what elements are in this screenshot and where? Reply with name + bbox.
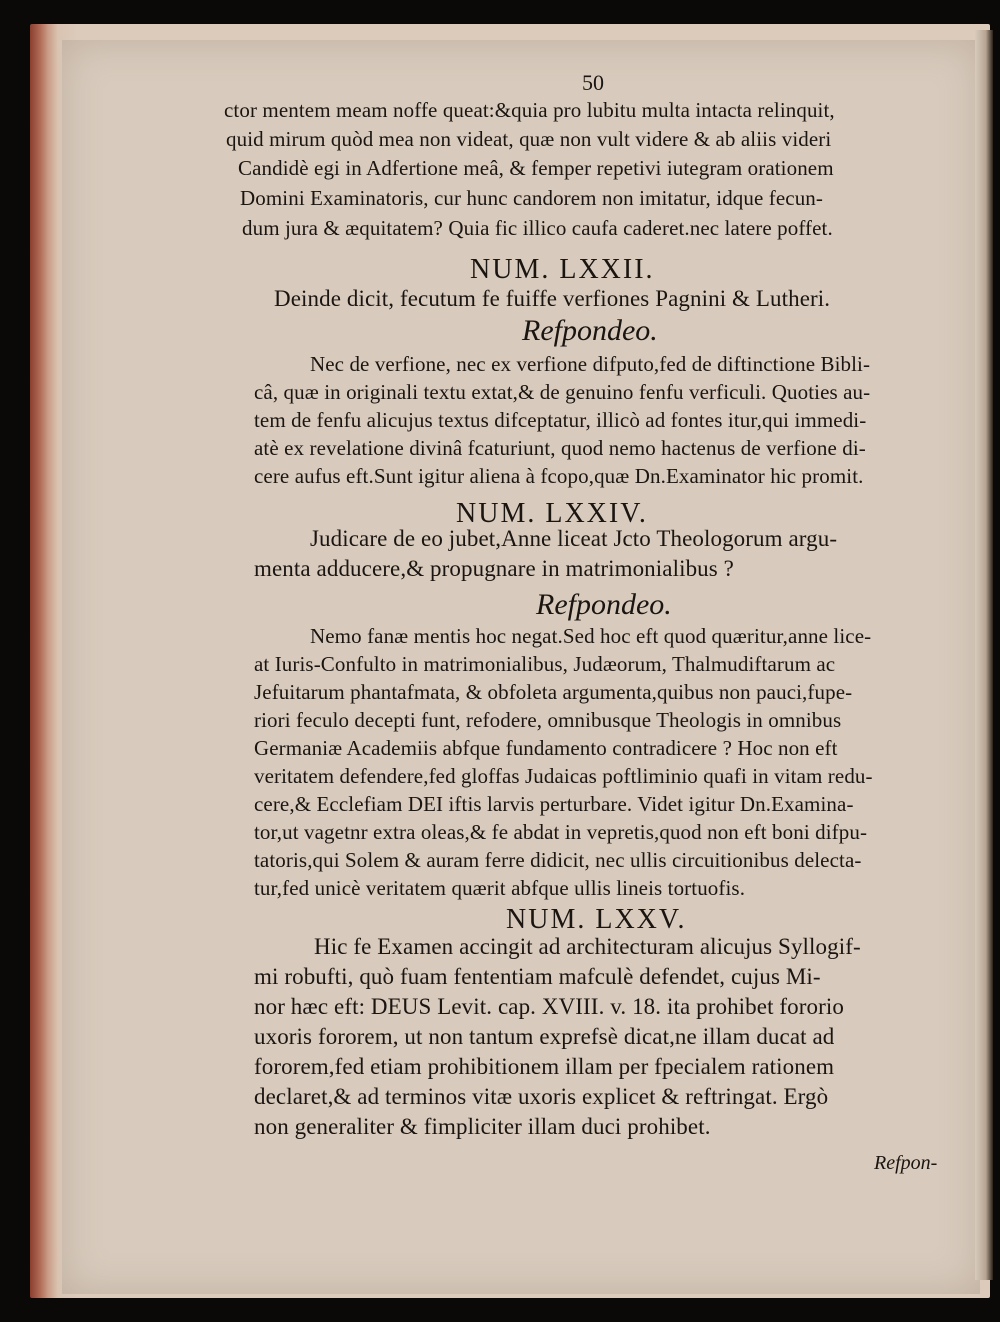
text-line: tur,fed unicè veritatem quærit abfque ullis lineis tortuofis. xyxy=(254,876,746,900)
text-line: veritatem defendere,fed gloffas Judaicas poftliminio quafi in vitam redu- xyxy=(254,764,873,788)
text-line: Germaniæ Academiis abfque fundamento contradicere ? Hoc non eft xyxy=(254,736,838,760)
text-line: mi robufti, quò fuam fententiam mafculè defendet, cujus Mi- xyxy=(254,964,821,989)
text-line: fororem,fed etiam prohibitionem illam per fpecialem rationem xyxy=(254,1054,835,1079)
section-heading-74: NUM. LXXIV. xyxy=(456,498,648,529)
text-line: quid mirum quòd mea non videat, quæ non vult videre & ab aliis videri xyxy=(226,127,832,151)
text-line: Nemo fanæ mentis hoc negat.Sed hoc eft quod quæritur,anne lice- xyxy=(310,624,872,648)
section-heading-72: NUM. LXXII. xyxy=(470,254,655,285)
text-line: riori feculo decepti funt, refodere, omnibusque Theologis in omnibus xyxy=(254,708,842,732)
text-line: ctor mentem meam noffe queat:&quia pro lubitu multa intacta relinquit, xyxy=(224,98,835,122)
text-line: câ, quæ in originali textu extat,& de genuino fenfu verficuli. Quoties au- xyxy=(254,380,871,404)
text-line: cere aufus eft.Sunt igitur aliena à fcopo,quæ Dn.Examinator hic promit. xyxy=(254,464,864,488)
respondeo-heading: Refpondeo. xyxy=(536,588,672,621)
text-line: uxoris fororem, ut non tantum exprefsè dicat,ne illam ducat ad xyxy=(254,1024,835,1049)
text-line: tatoris,qui Solem & auram ferre didicit, nec ullis circuitionibus delecta- xyxy=(254,848,862,872)
catchword: Refpon- xyxy=(874,1152,938,1174)
page-right-edge xyxy=(975,30,993,1280)
text-line: Candidè egi in Adfertione meâ, & femper repetivi iutegram orationem xyxy=(238,156,834,180)
text-line: Domini Examinatoris, cur hunc candorem non imitatur, idque fecun- xyxy=(240,186,823,210)
text-line: tem de fenfu alicujus textus difceptatur, illicò ad fontes itur,qui immedi- xyxy=(254,408,867,432)
text-line: nor hæc eft: DEUS Levit. cap. XVIII. v. 18. ita prohibet fororio xyxy=(254,994,844,1019)
text-line: menta adducere,& propugnare in matrimonialibus ? xyxy=(254,556,734,581)
text-line: atè ex revelatione divinâ fcaturiunt, quod nemo hactenus de verfione di- xyxy=(254,436,866,460)
page-number: 50 xyxy=(582,70,604,95)
text-line: at Iuris-Confulto in matrimonialibus, Judæorum, Thalmudiftarum ac xyxy=(254,652,836,676)
text-line: declaret,& ad terminos vitæ uxoris explicet & reftringat. Ergò xyxy=(254,1084,829,1109)
text-line: Judicare de eo jubet,Anne liceat Jcto Theologorum argu- xyxy=(310,526,838,551)
text-line: tor,ut vagetnr extra oleas,& fe abdat in vepretis,quod non eft boni difpu- xyxy=(254,820,868,844)
text-line: non generaliter & fimpliciter illam duci prohibet. xyxy=(254,1114,711,1139)
text-line: dum jura & æquitatem? Quia fic illico caufa caderet.nec latere poffet. xyxy=(242,216,833,240)
text-line: cere,& Ecclefiam DEI iftis larvis perturbare. Videt igitur Dn.Examina- xyxy=(254,792,854,816)
respondeo-heading: Refpondeo. xyxy=(522,314,658,347)
text-line: Nec de verfione, nec ex verfione difputo,fed de diftinctione Bibli- xyxy=(310,352,871,376)
text-line: Jefuitarum phantafmata, & obfoleta argumenta,quibus non pauci,fupe- xyxy=(254,680,853,704)
text-line: Deinde dicit, fecutum fe fuiffe verfiones Pagnini & Lutheri. xyxy=(274,286,831,311)
section-heading-75: NUM. LXXV. xyxy=(506,904,687,935)
text-line: Hic fe Examen accingit ad architecturam alicujus Syllogif- xyxy=(314,934,861,959)
